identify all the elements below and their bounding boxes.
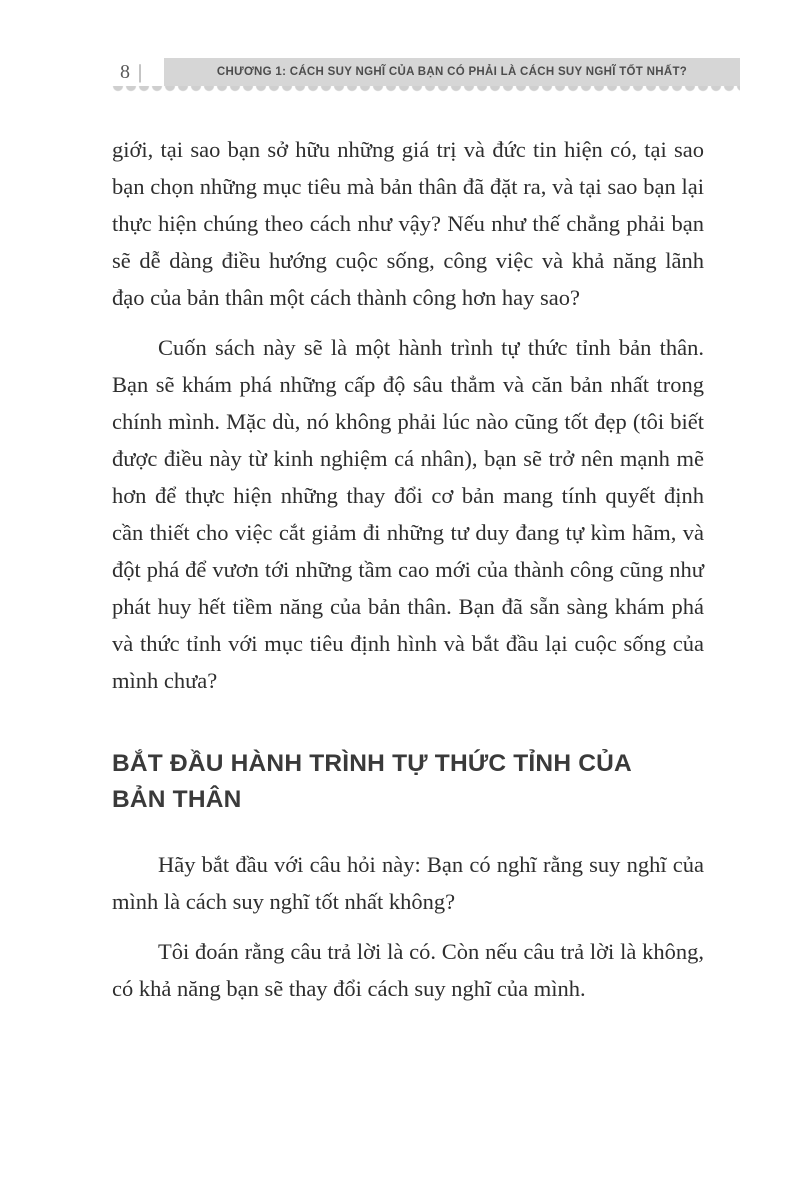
paragraph: Hãy bắt đầu với câu hỏi này: Bạn có nghĩ rằng suy nghĩ của mình là cách suy nghĩ tốt nhất không? [112, 852, 704, 914]
page-body [112, 131, 704, 1007]
paragraph-continuation: giới, tại sao bạn sở hữu những giá trị và đức tin hiện có, tại sao bạn chọn những mục tiêu mà bản thân đã đặt ra, và tại sao bạn lại thực hiện chúng theo cách như vậy? Nếu như thế chẳng phải bạn sẽ dễ dàng điều hướng cuộc sống, công việc và khả năng lãnh đạo của bản thân một cách thành công hơn hay sao? [112, 137, 704, 310]
page-number-separator: | [138, 60, 143, 83]
page-header [112, 58, 740, 93]
page-number: 8 [120, 60, 130, 83]
chapter-title-bar [164, 58, 740, 86]
paragraph: Cuốn sách này sẽ là một hành trình tự thức tỉnh bản thân. Bạn sẽ khám phá những cấp độ sâu thẳm và căn bản nhất trong chính mình. Mặc dù, nó không phải lúc nào cũng tốt đẹp (tôi biết được điều này từ kinh nghiệm cá nhân), bạn sẽ trở nên mạnh mẽ hơn để thực hiện những thay đổi cơ bản mang tính quyết định cần thiết cho việc cắt giảm đi những tư duy đang tự kìm hãm, và đột phá để vươn tới những tầm cao mới của thành công cũng như phát huy hết tiềm năng của bản thân. Bạn đã sẵn sàng khám phá và thức tỉnh với mục tiêu định hình và bắt đầu lại cuộc sống của mình chưa? [112, 335, 704, 693]
paragraph: Tôi đoán rằng câu trả lời là có. Còn nếu câu trả lời là không, có khả năng bạn sẽ thay đổi cách suy nghĩ của mình. [112, 939, 704, 1001]
page-number-cell [112, 58, 164, 86]
section-heading: BẮT ĐẦU HÀNH TRÌNH TỰ THỨC TỈNH CỦA BẢN THÂN [112, 750, 631, 813]
header-row [112, 58, 740, 86]
chapter-title: CHƯƠNG 1: CÁCH SUY NGHĨ CỦA BẠN CÓ PHẢI LÀ CÁCH SUY NGHĨ TỐT NHẤT? [216, 66, 688, 78]
scalloped-edge-decoration [112, 86, 740, 93]
